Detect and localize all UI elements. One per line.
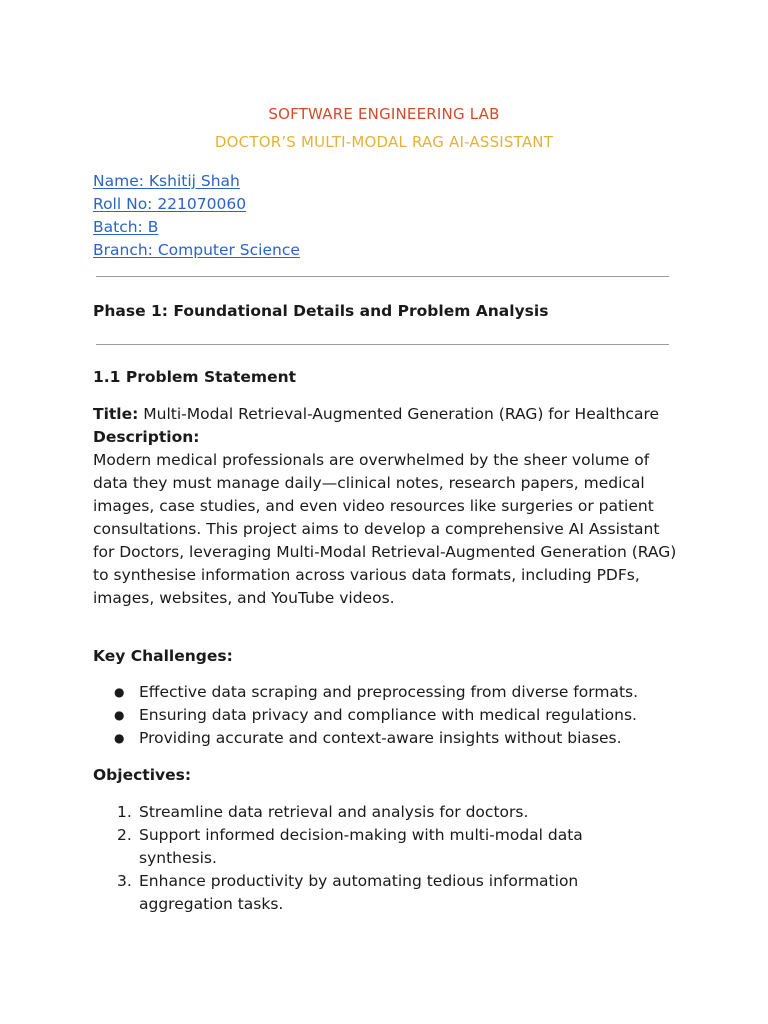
divider bbox=[96, 276, 669, 277]
list-item: ● Providing accurate and context-aware insights without biases. bbox=[93, 727, 638, 750]
student-branch-link[interactable]: Branch: Computer Science bbox=[93, 241, 300, 259]
list-item-text: Streamline data retrieval and analysis for doctors. bbox=[139, 803, 529, 821]
objectives-list bbox=[93, 801, 653, 916]
title-label: Title: bbox=[93, 405, 139, 423]
list-number: 3. bbox=[117, 872, 132, 890]
challenges-list bbox=[93, 681, 638, 750]
problem-body bbox=[93, 403, 683, 610]
student-roll-link[interactable]: Roll No: 221070060 bbox=[93, 195, 247, 213]
list-item bbox=[93, 824, 653, 870]
description-text: Modern medical professionals are overwhelmed by the sheer volume of data they must manage daily—clinical notes, research papers, medical images, case studies, and even video resources like surgeries or patient consultations. This project aims to develop a comprehensive AI Assistant for Doctors, leveraging Multi-Modal Retrieval-Augmented Generation (RAG) to synthesise information across various data formats, including PDFs, images, websites, and YouTube videos. bbox=[93, 451, 677, 607]
key-challenges-heading: Key Challenges: bbox=[93, 647, 233, 665]
list-item: ● Effective data scraping and preprocessing from diverse formats. bbox=[93, 681, 638, 704]
student-batch-link[interactable]: Batch: B bbox=[93, 218, 159, 236]
document-subtitle: DOCTOR’S MULTI-MODAL RAG AI-ASSISTANT bbox=[214, 133, 554, 151]
list-number: 2. bbox=[117, 826, 132, 844]
list-number: 1. bbox=[117, 803, 132, 821]
title-text: Multi-Modal Retrieval-Augmented Generation (RAG) for Healthcare bbox=[138, 405, 660, 423]
divider bbox=[96, 344, 669, 345]
problem-title-line bbox=[93, 403, 683, 426]
phase-heading: Phase 1: Foundational Details and Problem Analysis bbox=[93, 302, 549, 320]
objectives-heading: Objectives: bbox=[93, 766, 192, 784]
list-item bbox=[93, 801, 653, 824]
list-item: ● Ensuring data privacy and compliance with medical regulations. bbox=[93, 704, 638, 727]
list-item-text: Enhance productivity by automating tedious information aggregation tasks. bbox=[139, 872, 579, 913]
list-item-text: Support informed decision-making with multi-modal data synthesis. bbox=[139, 826, 583, 867]
document-title: SOFTWARE ENGINEERING LAB bbox=[268, 105, 500, 123]
student-info bbox=[93, 170, 300, 262]
description-label: Description: bbox=[93, 428, 200, 446]
student-name-link[interactable]: Name: Kshitij Shah bbox=[93, 172, 240, 190]
problem-statement-heading: 1.1 Problem Statement bbox=[93, 368, 297, 386]
list-item bbox=[93, 870, 653, 916]
